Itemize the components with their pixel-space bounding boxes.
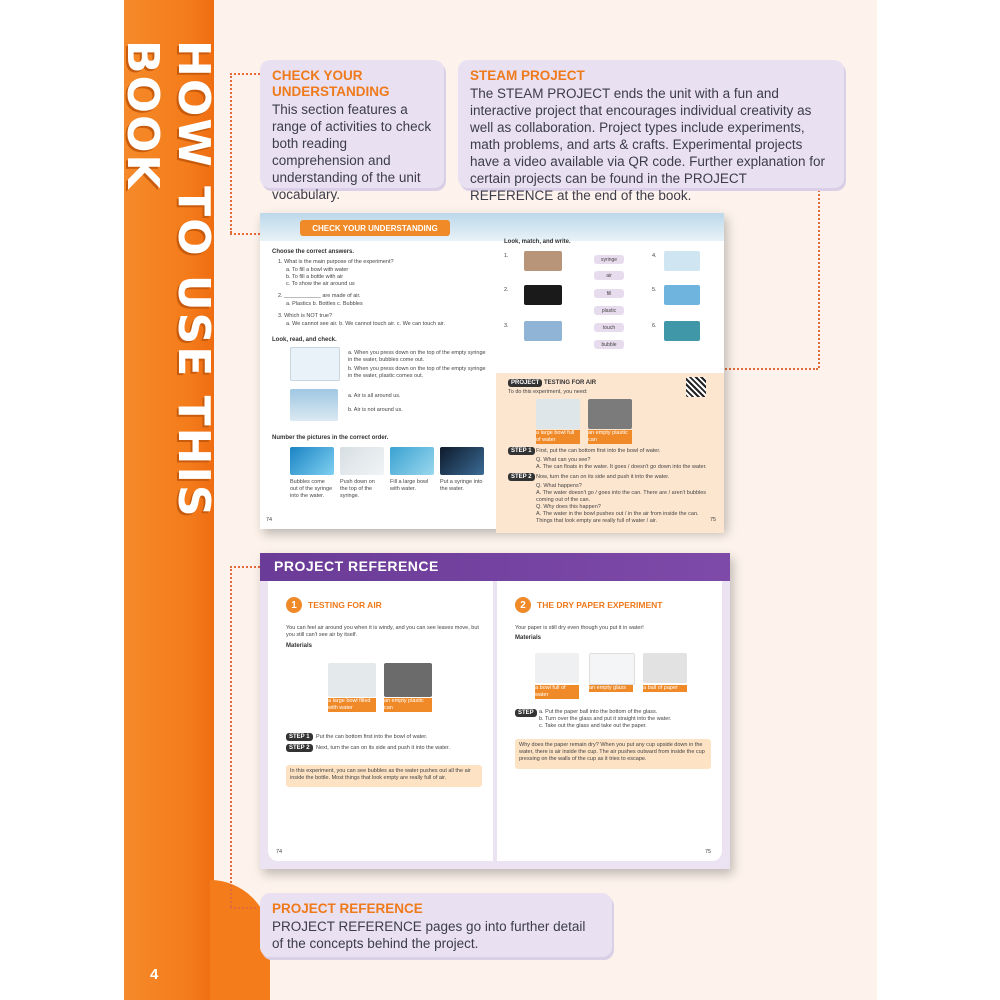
need-text: To do this experiment, you need:: [508, 389, 588, 395]
can-photo: [384, 663, 432, 697]
right-page: [497, 581, 722, 861]
heading: Look, read, and check.: [272, 337, 337, 343]
number: 2.: [504, 287, 509, 293]
bowl-photo: [328, 663, 376, 697]
paper-photo: [643, 653, 687, 683]
connector-check-vertical: [230, 73, 232, 233]
item-label: a large bowl filled with water: [328, 698, 376, 712]
question: Q. What happens?: [536, 483, 582, 489]
heading: Look, match, and write.: [504, 239, 571, 245]
left-page: [260, 213, 496, 529]
item-label: a ball of paper: [643, 685, 687, 692]
note-text: Why does the paper remain dry? When you put any cup upside down in the water, there is air inside the cup. The air pushes outward from inside the cup pressing on the walls of the cup as it tries to escape.: [519, 742, 705, 762]
callout-check-understanding: [260, 60, 444, 202]
question: Q. What can you see?: [536, 457, 591, 463]
project-title: THE DRY PAPER EXPERIMENT: [537, 600, 663, 610]
sky-banner: [496, 213, 724, 241]
step-tag: STEP 1: [508, 447, 535, 455]
connector-check-bottom: [230, 233, 260, 235]
caption: Put a syringe into the water.: [440, 479, 483, 492]
page-number: 75: [705, 849, 712, 855]
number: 6.: [652, 323, 657, 329]
callout-body: The STEAM PROJECT ends the unit with a fun and interactive project that encourages individual creativity as well as collaboration. Project types include experiments, math problems, and arts & crafts. Experimental projects have a video available via QR code. Further explanation for certain projects can be found in the PROJECT REFERENCE at the end of the book.: [470, 86, 825, 203]
caption: Fill a large bowl with water.: [390, 479, 429, 492]
word-chip: bubble: [594, 340, 624, 349]
step-text: a. Put the paper ball into the bottom of the glass.: [539, 709, 658, 715]
right-page: [496, 213, 724, 529]
number: 1.: [504, 253, 509, 259]
option: b. When you press down on the top of the empty syringe in the water, plastic comes out.: [348, 366, 486, 379]
callout-title: CHECK YOUR UNDERSTANDING: [272, 68, 390, 99]
callout-project-reference: [260, 893, 612, 957]
can-photo: [588, 399, 632, 429]
step-text: b. Turn over the glass and put it straight into the water.: [539, 716, 672, 722]
connector-reference-bottom: [230, 907, 256, 909]
match-photo-4: [664, 251, 700, 271]
answer: A. The water doesn't go / goes into the can. There are / aren't bubbles coming out of the can.: [536, 490, 707, 503]
project-title: TESTING FOR AIR: [308, 600, 382, 610]
word-chip: fill: [594, 289, 624, 298]
bowl-photo: [390, 447, 434, 475]
connector-reference: [230, 566, 260, 568]
project-number-badge: 2: [515, 597, 531, 613]
callout-title: STEAM PROJECT: [470, 68, 585, 83]
item-label: an empty plastic can: [588, 430, 632, 444]
page-number: 75: [710, 517, 717, 523]
steam-project-panel: [496, 373, 724, 533]
connector-check: [230, 73, 260, 75]
project-title: TESTING FOR AIR: [544, 380, 597, 386]
page: [117, 0, 877, 1000]
item-label: a bowl full of water: [535, 685, 579, 699]
callout-title: PROJECT REFERENCE: [272, 901, 423, 916]
option: c. To show the air around us: [286, 281, 355, 287]
word-chip: air: [594, 271, 624, 280]
number: 4.: [652, 253, 657, 259]
answer: A. The water in the bowl pushes out / in the air from inside the can. Things that look empty are really full of water / air.: [536, 511, 699, 524]
connector-reference-vertical: [230, 566, 232, 907]
option: a. We cannot see air. b. We cannot touch air. c. We can touch air.: [286, 321, 445, 327]
note-box: [515, 739, 711, 769]
push-photo: [340, 447, 384, 475]
option: b. Air is not around us.: [348, 407, 403, 413]
materials-label: Materials: [286, 643, 313, 649]
step-tag: STEP 2: [286, 744, 313, 752]
question: Q. Why does this happen?: [536, 504, 601, 510]
section-header: PROJECT REFERENCE: [274, 558, 439, 574]
step-tag: STEP 2: [508, 473, 535, 481]
item-label: an empty glass: [589, 685, 633, 692]
bubbles-photo: [290, 447, 334, 475]
bowl-photo: [536, 399, 580, 429]
heading: Choose the correct answers.: [272, 249, 355, 255]
word-chip: plastic: [594, 306, 624, 315]
match-photo-6: [664, 321, 700, 341]
intro: You can feel air around you when it is windy, and you can see leaves move, but you still can't see air by itself.: [286, 625, 479, 638]
step-text: Put the can bottom first into the bowl of water.: [316, 734, 428, 740]
bowl-photo: [535, 653, 579, 683]
section-header: CHECK YOUR UNDERSTANDING: [300, 220, 450, 236]
person-photo: [290, 389, 338, 421]
answer: A. The can floats in the water. It goes / doesn't go down into the water.: [536, 464, 707, 470]
match-photo-2: [524, 285, 562, 305]
glass-photo: [589, 653, 635, 685]
word-chip: syringe: [594, 255, 624, 264]
step-tag: STEP: [515, 709, 537, 717]
sidebar-title: HOW TO USE THIS BOOK: [117, 40, 219, 519]
project-number-badge: 1: [286, 597, 302, 613]
item-label: an empty plastic can: [384, 698, 432, 712]
match-photo-3: [524, 321, 562, 341]
step-text: Now, turn the can on its side and push it into the water.: [536, 474, 670, 480]
match-photo-1: [524, 251, 562, 271]
page-number: 74: [266, 517, 273, 523]
syringe-photo: [290, 347, 340, 381]
match-photo-5: [664, 285, 700, 305]
project-tag: PROJECT: [508, 379, 542, 387]
step-text: Next, turn the can on its side and push it into the water.: [316, 745, 450, 751]
option: a. Air is all around us.: [348, 393, 401, 399]
qr-code-icon: [686, 377, 706, 397]
word-chip: touch: [594, 323, 624, 332]
number: 5.: [652, 287, 657, 293]
option: b. To fill a bottle with air: [286, 274, 344, 280]
option: a. When you press down on the top of the empty syringe in the water, bubbles come out.: [348, 350, 486, 363]
callout-steam-project: [458, 60, 844, 203]
caption: Bubbles come out of the syringe into the water.: [290, 479, 333, 499]
page-number: 74: [276, 849, 283, 855]
callout-body: This section features a range of activities to check both reading comprehension and understanding of the unit vocabulary.: [272, 102, 432, 202]
page-number: 4: [150, 966, 159, 983]
option: a. To fill a bowl with water: [286, 267, 349, 273]
book-spread-steam: [260, 213, 724, 529]
step-tag: STEP 1: [286, 733, 313, 741]
step-text: c. Take out the glass and take out the paper.: [539, 723, 647, 729]
caption: Push down on the top of the syringe.: [340, 479, 375, 499]
question: 1. What is the main purpose of the experiment?: [278, 259, 394, 265]
callout-body: PROJECT REFERENCE pages go into further detail of the concepts behind the project.: [272, 919, 586, 951]
question: 2. ____________ are made of air.: [278, 293, 361, 299]
intro: Your paper is still dry even though you put it in water!: [515, 625, 644, 631]
question: 3. Which is NOT true?: [278, 313, 332, 319]
note-box: [286, 765, 482, 787]
connector-steam: [818, 190, 820, 368]
materials-label: Materials: [515, 635, 542, 641]
number: 3.: [504, 323, 509, 329]
left-page: [268, 581, 493, 861]
book-spread-project-reference: [260, 553, 730, 869]
note-text: In this experiment, you can see bubbles as the water pushes out all the air inside the bottle. Most things that look empty are really full of air.: [290, 768, 471, 781]
heading: Number the pictures in the correct order.: [272, 435, 389, 441]
step-text: First, put the can bottom first into the bowl of water.: [536, 448, 661, 454]
item-label: a large bowl full of water: [536, 430, 580, 444]
syringe-water-photo: [440, 447, 484, 475]
option: a. Plastics b. Bottles c. Bubbles: [286, 301, 363, 307]
